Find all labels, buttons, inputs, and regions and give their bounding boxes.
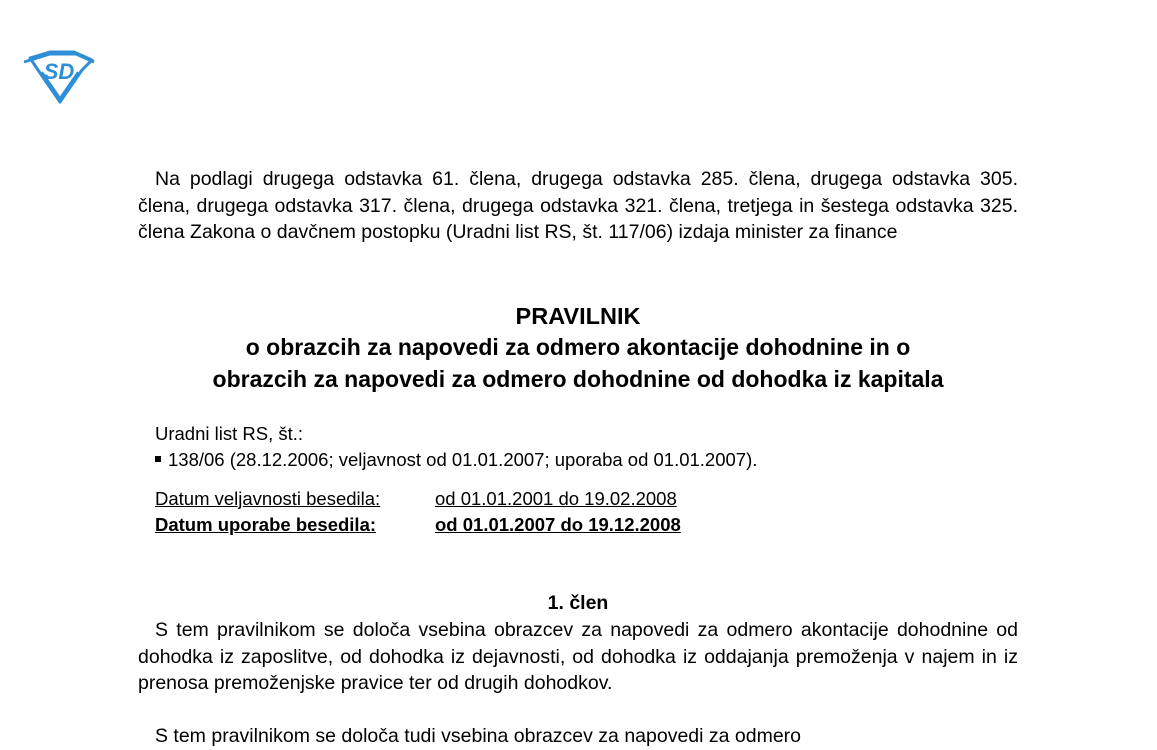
dates-block bbox=[155, 486, 681, 538]
article-heading: 1. člen bbox=[547, 592, 609, 614]
use-value: od 01.01.2007 do 19.12.2008 bbox=[435, 514, 681, 535]
validity-value: od 01.01.2001 do 19.02.2008 bbox=[435, 488, 677, 509]
subtitle-line-1: o obrazcih za napovedi za odmero akontacije dohodnine in o bbox=[245, 334, 911, 360]
document-title: PRAVILNIK bbox=[515, 303, 641, 329]
article-paragraph-2: S tem pravilnikom se določa tudi vsebina obrazcev za napovedi za odmero bbox=[155, 725, 802, 747]
article-paragraph-1: S tem pravilnikom se določa vsebina obrazcev za napovedi za odmero akontacije dohodnine od dohodka iz zaposlitve, od dohodka iz dejavnosti, od dohodka iz oddajanja premoženja v najem in iz prenosa premoženjske pravice ter od drugih dohodkov. bbox=[138, 619, 1018, 695]
intro-paragraph: Na podlagi drugega odstavka 61. člena, drugega odstavka 285. člena, drugega odstavka 305. člena, drugega odstavka 317. člena, drugega odstavka 321. člena, tretjega in šestega odstavka 325. člena Zakona o davčnem postopku (Uradni list RS, št. 117/06) izdaja minister za finance bbox=[138, 168, 1018, 244]
document-subtitle bbox=[138, 331, 1018, 395]
logo-text: SD bbox=[43, 59, 75, 84]
use-label: Datum uporabe besedila: bbox=[155, 514, 377, 535]
subtitle-line-2: obrazcih za napovedi za odmero dohodnine od dohodka iz kapitala bbox=[212, 366, 944, 392]
gazette-label: Uradni list RS, št.: bbox=[155, 423, 304, 444]
validity-label: Datum veljavnosti besedila: bbox=[155, 488, 381, 509]
gazette-item-text: 138/06 (28.12.2006; veljavnost od 01.01.2007; uporaba od 01.01.2007). bbox=[168, 449, 758, 470]
validity-row bbox=[155, 486, 681, 512]
gazette-item bbox=[155, 447, 757, 473]
use-row bbox=[155, 512, 681, 538]
bullet-icon bbox=[155, 456, 161, 462]
sd-logo-icon bbox=[22, 50, 96, 104]
